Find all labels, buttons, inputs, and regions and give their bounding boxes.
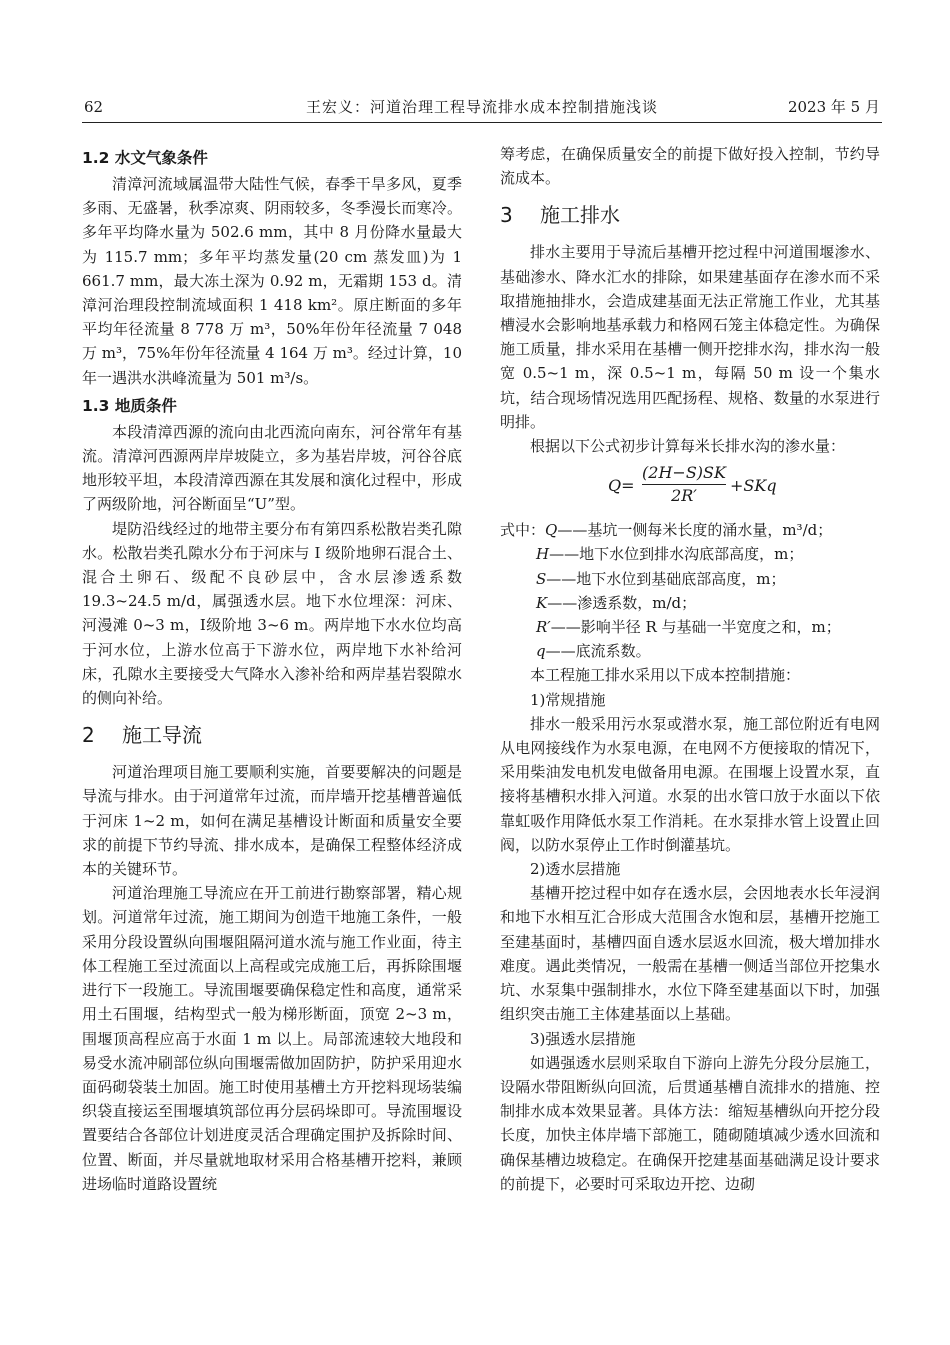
variable-definition (500, 518, 880, 542)
measure-1-heading: 1)常规措施 (530, 690, 606, 709)
variable-description: ——地下水位到基础底部高度，m； (546, 569, 786, 588)
section-title: 施工导流 (122, 723, 202, 748)
variable-symbol: q (536, 642, 546, 661)
measure-3-heading: 3)强透水层措施 (530, 1029, 636, 1048)
paragraph: 清漳河流域属温带大陆性气候，春季干旱多风，夏季多雨、无盛暑，秋季凉爽、阴雨较多，冬季漫长而寒冷。多年平均降水量为 502.6 mm，其中 8 月份降水量最大为 115.7 mm；多年平均蒸发量(20 cm 蒸发皿)为 1 661.7 mm，最大冻土深为 0.92 m，无霜期 153 d。清漳河治理段控制流域面积 1 418 km²。原庄断面的多年平均年径流量 8 778 万 m³，50%年份年径流量 7 048 万 m³，75%年份年径流量 4 164 万 m³。经过计算，10 年一遇洪水洪峰流量为 501 m³/s。 (82, 175, 462, 387)
paragraph: 本段清漳西源的流向由北西流向南东，河谷常年有基流。清漳河西源两岸岸坡陡立，多为基岩岸坡，河谷谷底地形较平坦，本段清漳西源在其发展和演化过程中，形成了两级阶地，河谷断面呈“U”型。 (82, 422, 462, 514)
variable-description: ——地下水位到排水沟底部高度，m； (549, 545, 804, 564)
section-2-heading (82, 720, 462, 750)
paragraph: 如遇强透水层则采取自下游向上游先分段分层施工，设隔水带阻断纵向回流，后贯通基槽自流排水的措施、控制排水成本效果显著。具体方法：缩短基槽纵向开挖分段长度，加快主体岸墙下部施工，随砌随填减少透水回流和确保基槽边坡稳定。在确保开挖建基面基础满足设计要求的前提下，必要时可采取边开挖、边砌 (500, 1053, 880, 1193)
formula-rhs: +SKq (730, 476, 777, 496)
section-number: 3 (500, 203, 513, 228)
definition-prefix: 式中： (500, 521, 546, 540)
variable-symbol: K (536, 593, 548, 612)
paragraph: 排水一般采用污水泵或潜水泵，施工部位附近有电网从电网接线作为水泵电源，在电网不方便接取的情况下，采用柴油发电机发电做备用电源。在围堰上设置水泵，直接将基槽积水排入河道。水泵的出水管口放于水面以下依靠虹吸作用降低水泵工作消耗。在水泵排水管上设置止回阀，以防水泵停止工作时倒灌基坑。 (500, 714, 880, 854)
formula-numerator: (2H−S)SK (642, 462, 726, 485)
variable-symbol: R′ (536, 618, 551, 637)
variable-definition (500, 591, 880, 615)
running-header (82, 94, 882, 123)
variable-definition (500, 639, 880, 663)
measure-2-heading: 2)透水层措施 (530, 860, 621, 879)
section-1-2-heading: 1.2 水文气象条件 (82, 149, 208, 167)
paragraph: 排水主要用于导流后基槽开挖过程中河道围堰渗水、基础渗水、降水汇水的排除，如果建基面存在渗水而不采取措施抽排水，会造成建基面无法正常施工作业，尤其基槽浸水会影响地基承载力和格网石笼主体稳定性。为确保施工质量，排水采用在基槽一侧开挖排水沟，排水沟一般宽 0.5~1 m，深 0.5~1 m，每隔 50 m 设一个集水坑，结合现场情况选用匹配扬程、规格、数量的水泵进行明排。 (500, 243, 880, 431)
section-number: 2 (82, 723, 95, 748)
variable-description: ——影响半径 R 与基础一半宽度之和，m； (550, 618, 841, 637)
variable-definition (500, 542, 880, 566)
page-number: 62 (84, 98, 104, 116)
paragraph: 河道治理施工导流应在开工前进行勘察部署，精心规划。河道常年过流，施工期间为创造干地施工条件，一般采用分段设置纵向围堰阻隔河道水流与施工作业面，待主体工程施工至过流面以上高程或完成施工后，再拆除围堰进行下一段施工。导流围堰要确保稳定性和高度，通常采用土石围堰，结构型式一般为梯形断面，顶宽 2~3 m，围堰顶高程应高于水面 1 m 以上。局部流速较大地段和易受水流冲刷部位纵向围堰需做加固防护，防护采用迎水面码砌袋装土加固。施工时使用基槽土方开挖料现场装编织袋直接运至围堰填筑部位再分层码垛即可。导流围堰设置要结合各部位计划进度灵活合理确定围护及拆除时间、位置、断面，并尽量就地取材采用合格基槽开挖料，兼顾进场临时道路设置统 (82, 884, 462, 1193)
paragraph-continued: 筹考虑，在确保质量安全的前提下做好投入控制，节约导流成本。 (500, 145, 880, 188)
seepage-formula (500, 462, 880, 512)
formula-fraction (642, 462, 726, 507)
running-title: 王宏义：河道治理工程导流排水成本控制措施浅谈 (305, 98, 658, 116)
variable-definition (500, 615, 880, 639)
paragraph: 基槽开挖过程中如存在透水层，会因地表水长年浸润和地下水相互汇合形成大范围含水饱和层，基槽开挖施工至建基面时，基槽四面自透水层返水回流，极大增加排水难度。遇此类情况，一般需在基槽一侧适当部位开挖集水坑、水泵集中强制排水，水位下降至建基面以下时，加强组织突击施工主体建基面以上基础。 (500, 884, 880, 1024)
formula-lhs: Q= (608, 476, 635, 496)
left-column (82, 142, 462, 1196)
variable-definition (500, 567, 880, 591)
variable-symbol: S (536, 569, 547, 588)
variable-description: ——基坑一侧每米长度的涌水量，m³/d； (557, 521, 833, 540)
paragraph: 本工程施工排水采用以下成本控制措施： (530, 666, 801, 685)
variable-description: ——渗透系数，m/d； (547, 593, 697, 612)
right-column (500, 142, 880, 1196)
section-1-3-heading: 1.3 地质条件 (82, 396, 177, 415)
paragraph: 堤防沿线经过的地带主要分布有第四系松散岩类孔隙水。松散岩类孔隙水分布于河床与 Ⅰ 级阶地卵石混合土、混合土卵石、级配不良砂层中，含水层渗透系数 19.3~24.5 m/d，属强透水层。地下水位埋深：河床、河漫滩 0~3 m，Ⅰ级阶地 3~6 m。两岸地下水水位均高于河水位，上游水位高于下游水位，两岸地下水补给河床，孔隙水主要接受大气降水入渗补给和两岸基岩裂隙水的侧向补给。 (82, 519, 462, 708)
paragraph: 根据以下公式初步计算每米长排水沟的渗水量： (530, 437, 846, 456)
variable-symbol: H (536, 545, 550, 564)
paragraph: 河道治理项目施工要顺利实施，首要要解决的问题是导流与排水。由于河道常年过流，而岸墙开挖基槽普遍低于河床 1~2 m，如何在满足基槽设计断面和质量安全要求的前提下节约导流、排水成本，是确保工程整体经济成本的关键环节。 (82, 763, 462, 879)
section-3-heading (500, 200, 880, 230)
variable-description: ——底流系数。 (545, 642, 651, 661)
formula-denominator: 2R′ (671, 486, 697, 506)
issue-date: 2023 年 5 月 (787, 98, 880, 116)
variable-symbol: Q (545, 521, 558, 540)
section-title: 施工排水 (540, 203, 620, 228)
